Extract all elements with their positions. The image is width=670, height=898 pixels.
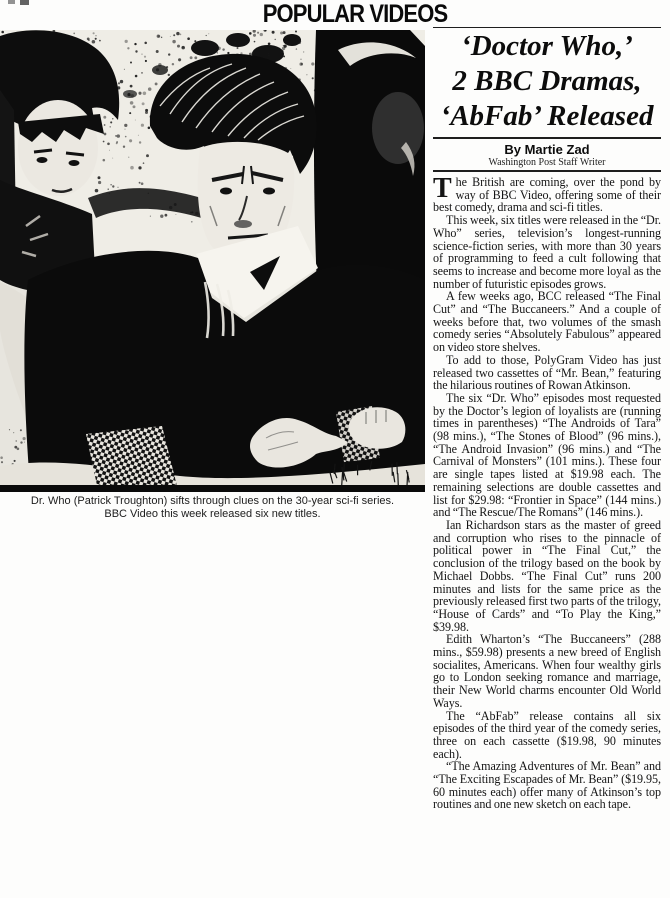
body-paragraph: The “AbFab” release contains all six episodes of the third year of the comedy series, three on each cassette ($19.98, 90 minutes each). [433,708,661,761]
byline-bottom-rule [433,170,661,172]
body-paragraph: “The Amazing Adventures of Mr. Bean” and “The Exciting Escapades of Mr. Bean” ($19.95, 60 minutes each) offer many of Atkinson’s top routines and one new sketch on each tape. [433,759,661,812]
lead-paragraph [433,173,661,215]
headline-line: ‘Doctor Who,’ [461,30,633,62]
headline-top-rule [433,27,661,28]
photo-bottom-border [0,485,425,492]
article-photo [0,30,425,492]
article-body [433,173,661,812]
byline-credit: Washington Post Staff Writer [488,157,606,168]
body-paragraph: Edith Wharton’s “The Buccaneers” (288 mins., $59.98) presents a new breed of English socialites, Americans. When four wealthy girls go to London seeking romance and marriage, their New World charms encounter Old World Ways. [433,632,661,710]
houndstooth-trousers [86,426,178,490]
section-header: POPULAR VIDEOS [262,0,448,28]
photo-illustration [0,30,425,492]
body-paragraph: Ian Richardson stars as the master of greed and corruption who rises to the pinnacle of political power in “The Final Cut,” the conclusion of the trilogy based on the book by Michael Dobbs. “The Final Cut” runs 200 minutes and lists for the same price as the previously released first two parts of the trilogy, “House of Cards” and “To Play the King,” $39.98. [433,517,661,634]
body-paragraph: A few weeks ago, BCC released “The Final Cut” and “The Buccaneers.” And a couple of weeks before that, two volumes of the smash comedy series “Absolutely Fabulous” appeared on video store shelves. [433,289,661,355]
body-paragraph: To add to those, PolyGram Video has just released two cassettes of “Mr. Bean,” featuring the hilarious routines of Rowan Atkinson. [433,352,661,393]
photo-caption [0,495,425,521]
body-paragraph: The six “Dr. Who” episodes most requested by the Doctor’s legion of loyalists are (running times in parentheses) “The Androids of Tara” (98 mins.), “The Stones of Blood” (96 mins.), “The Android Invasion” (96 mins.) and “The Carnival of Monsters” (101 mins.). These four are single tapes listed at $19.98 each. The remaining selections are double cassettes and list for $29.98: “Frontier in Space” (144 mins.) and “The Rescue/The Romans” (146 mins.). [433,390,661,520]
lead-text: he British are coming, over the pond by way of BBC Video, offering some of their best comedy, drama and sci-fi titles. [433,175,661,215]
page-edge-smudge [8,0,34,6]
caption-line: Dr. Who (Patrick Troughton) sifts through clues on the 30-year sci-fi series. [30,495,395,507]
caption-line: BBC Video this week released six new titles. [104,508,321,520]
byline-top-rule [433,137,661,139]
byline: By Martie Zad [504,142,590,157]
article-column [433,0,661,811]
headline-line: 2 BBC Dramas, [452,65,642,97]
headline-line: ‘AbFab’ Released [440,100,654,132]
drop-cap: T [433,173,452,204]
body-paragraph: This week, six titles were released in the “Dr. Who” series, television’s longest-running science-fiction series, with more than 30 years of programming to feed a cult following that seems to increase and become more loyal as the number of futuristic episodes grows. [433,213,661,291]
article-headline [433,29,661,134]
